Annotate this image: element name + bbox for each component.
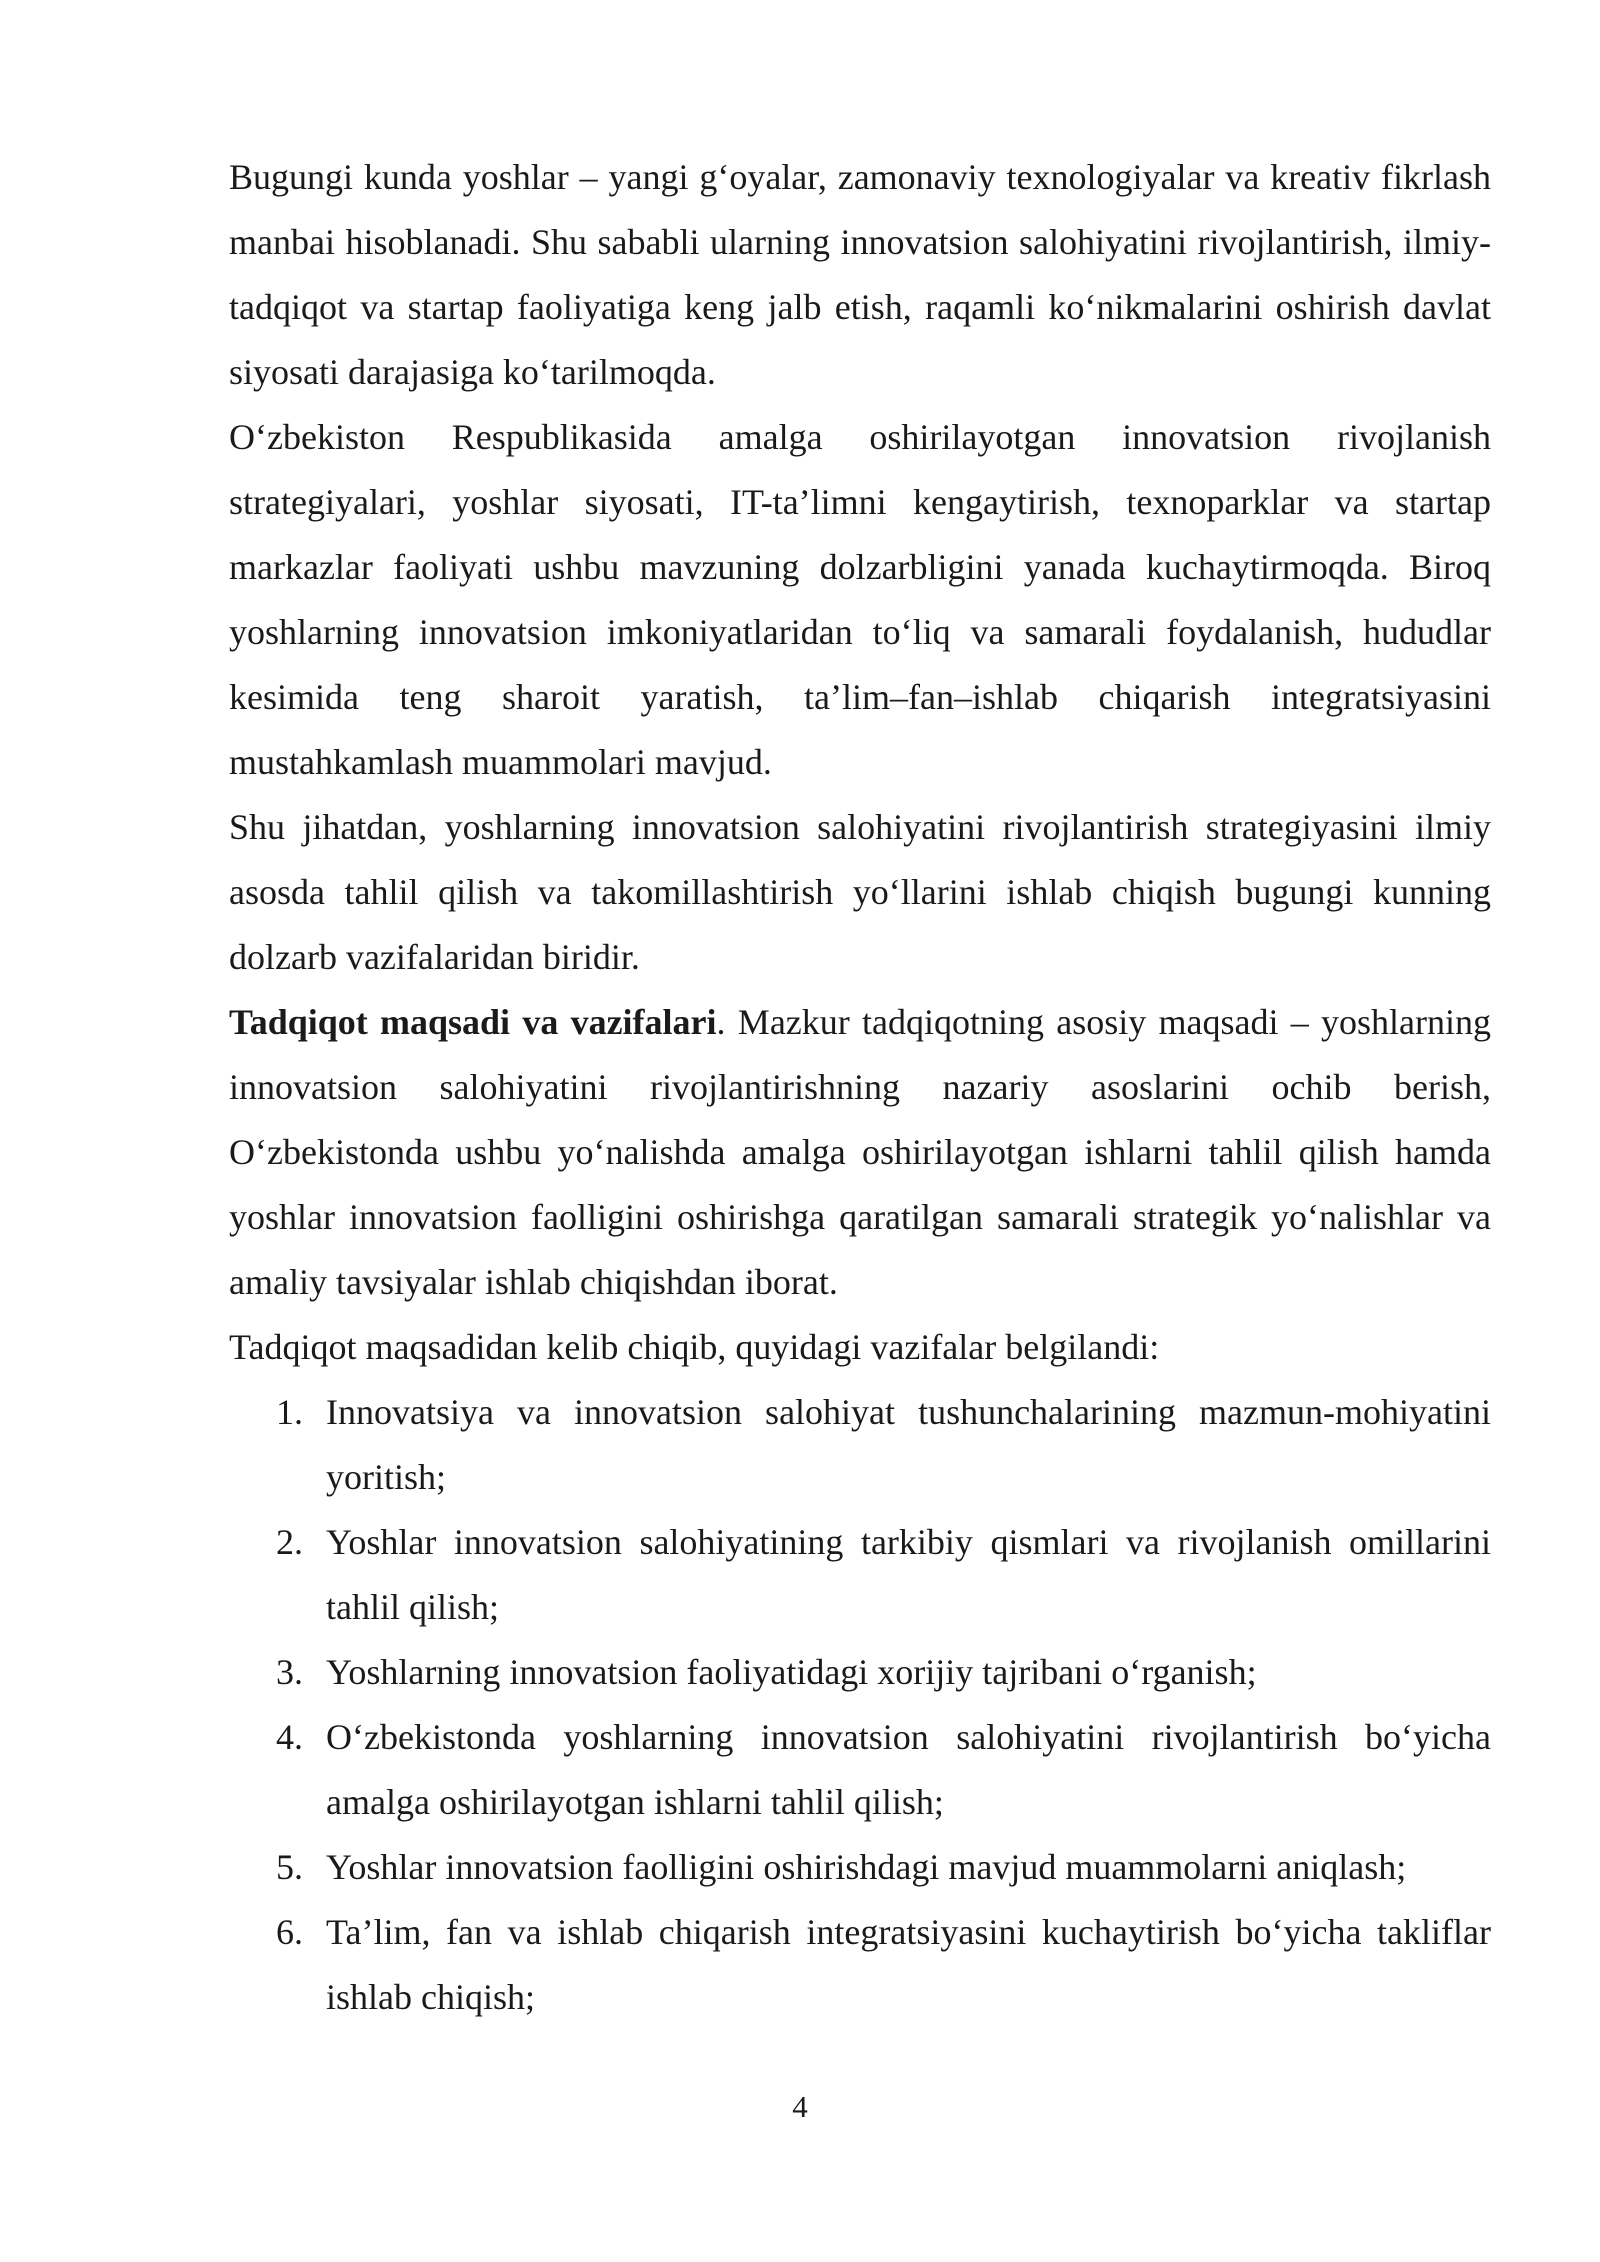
goal-heading: Tadqiqot maqsadi va vazifalari — [229, 1002, 717, 1042]
paragraph-relevance: Shu jihatdan, yoshlarning innovatsion salohiyatini rivojlantirish strategiyasini ilmiy asosda tahlil qilish va takomillashtirish yo‘llarini ishlab chiqish bugungi kunning dolzarb vazifalaridan biridir. — [229, 807, 1491, 977]
paragraph-strategy: O‘zbekiston Respublikasida amalga oshirilayotgan innovatsion rivojlanish strategiyalari, yoshlar siyosati, IT-ta’limni kengaytirish, texnoparklar va startap markazlar faoliyati ushbu mavzuning dolzarbligini yanada kuchaytirmoqda. Biroq yoshlarning innovatsion imkoniyatlaridan to‘liq va samarali foydalanish, hududlar kesimida teng sharoit yaratish, ta’lim–fan–ishlab chiqarish integratsiyasini mustahkamlash muammolari mavjud. — [229, 417, 1491, 782]
task-text: Yoshlar innovatsion faolligini oshirishdagi mavjud muammolarni aniqlash; — [326, 1847, 1407, 1887]
task-item — [229, 1380, 1491, 1510]
page-body — [229, 145, 1491, 2030]
goal-text: . Mazkur tadqiqotning asosiy maqsadi – yoshlarning innovatsion salohiyatini rivojlantirishning nazariy asoslarini ochib berish, O‘zbekistonda ushbu yo‘nalishda amalga oshirilayotgan ishlarni tahlil qilish hamda yoshlar innovatsion faolligini oshirishga qaratilgan samarali strategik yo‘nalishlar va amaliy tavsiyalar ishlab chiqishdan iborat. — [229, 1002, 1491, 1302]
task-text: Yoshlarning innovatsion faoliyatidagi xorijiy tajribani o‘rganish; — [326, 1652, 1257, 1692]
task-number: 3. — [276, 1652, 303, 1692]
task-item — [229, 1510, 1491, 1640]
task-text: Yoshlar innovatsion salohiyatining tarkibiy qismlari va rivojlanish omillarini tahlil qilish; — [326, 1522, 1491, 1627]
paragraph-goal — [229, 990, 1491, 1315]
task-item — [229, 1900, 1491, 2030]
task-number: 4. — [276, 1717, 303, 1757]
task-text: Innovatsiya va innovatsion salohiyat tushunchalarining mazmun-mohiyatini yoritish; — [326, 1392, 1491, 1497]
task-text: O‘zbekistonda yoshlarning innovatsion salohiyatini rivojlantirish bo‘yicha amalga oshirilayotgan ishlarni tahlil qilish; — [326, 1717, 1491, 1822]
task-number: 5. — [276, 1847, 303, 1887]
paragraph-intro: Bugungi kunda yoshlar – yangi g‘oyalar, zamonaviy texnologiyalar va kreativ fikrlash manbai hisoblanadi. Shu sababli ularning innovatsion salohiyatini rivojlantirish, ilmiy-tadqiqot va startap faoliyatiga keng jalb etish, raqamli ko‘nikmalarini oshirish davlat siyosati darajasiga ko‘tarilmoqda. — [229, 157, 1491, 392]
page-number: 4 — [792, 2089, 808, 2124]
task-item — [229, 1640, 1491, 1705]
task-item — [229, 1705, 1491, 1835]
task-text: Ta’lim, fan va ishlab chiqarish integratsiyasini kuchaytirish bo‘yicha takliflar ishlab chiqish; — [326, 1912, 1491, 2017]
task-item — [229, 1835, 1491, 1900]
task-number: 6. — [276, 1912, 303, 1952]
task-number: 1. — [276, 1392, 303, 1432]
tasks-list — [229, 1380, 1491, 2030]
task-number: 2. — [276, 1522, 303, 1562]
tasks-intro: Tadqiqot maqsadidan kelib chiqib, quyidagi vazifalar belgilandi: — [229, 1327, 1160, 1367]
